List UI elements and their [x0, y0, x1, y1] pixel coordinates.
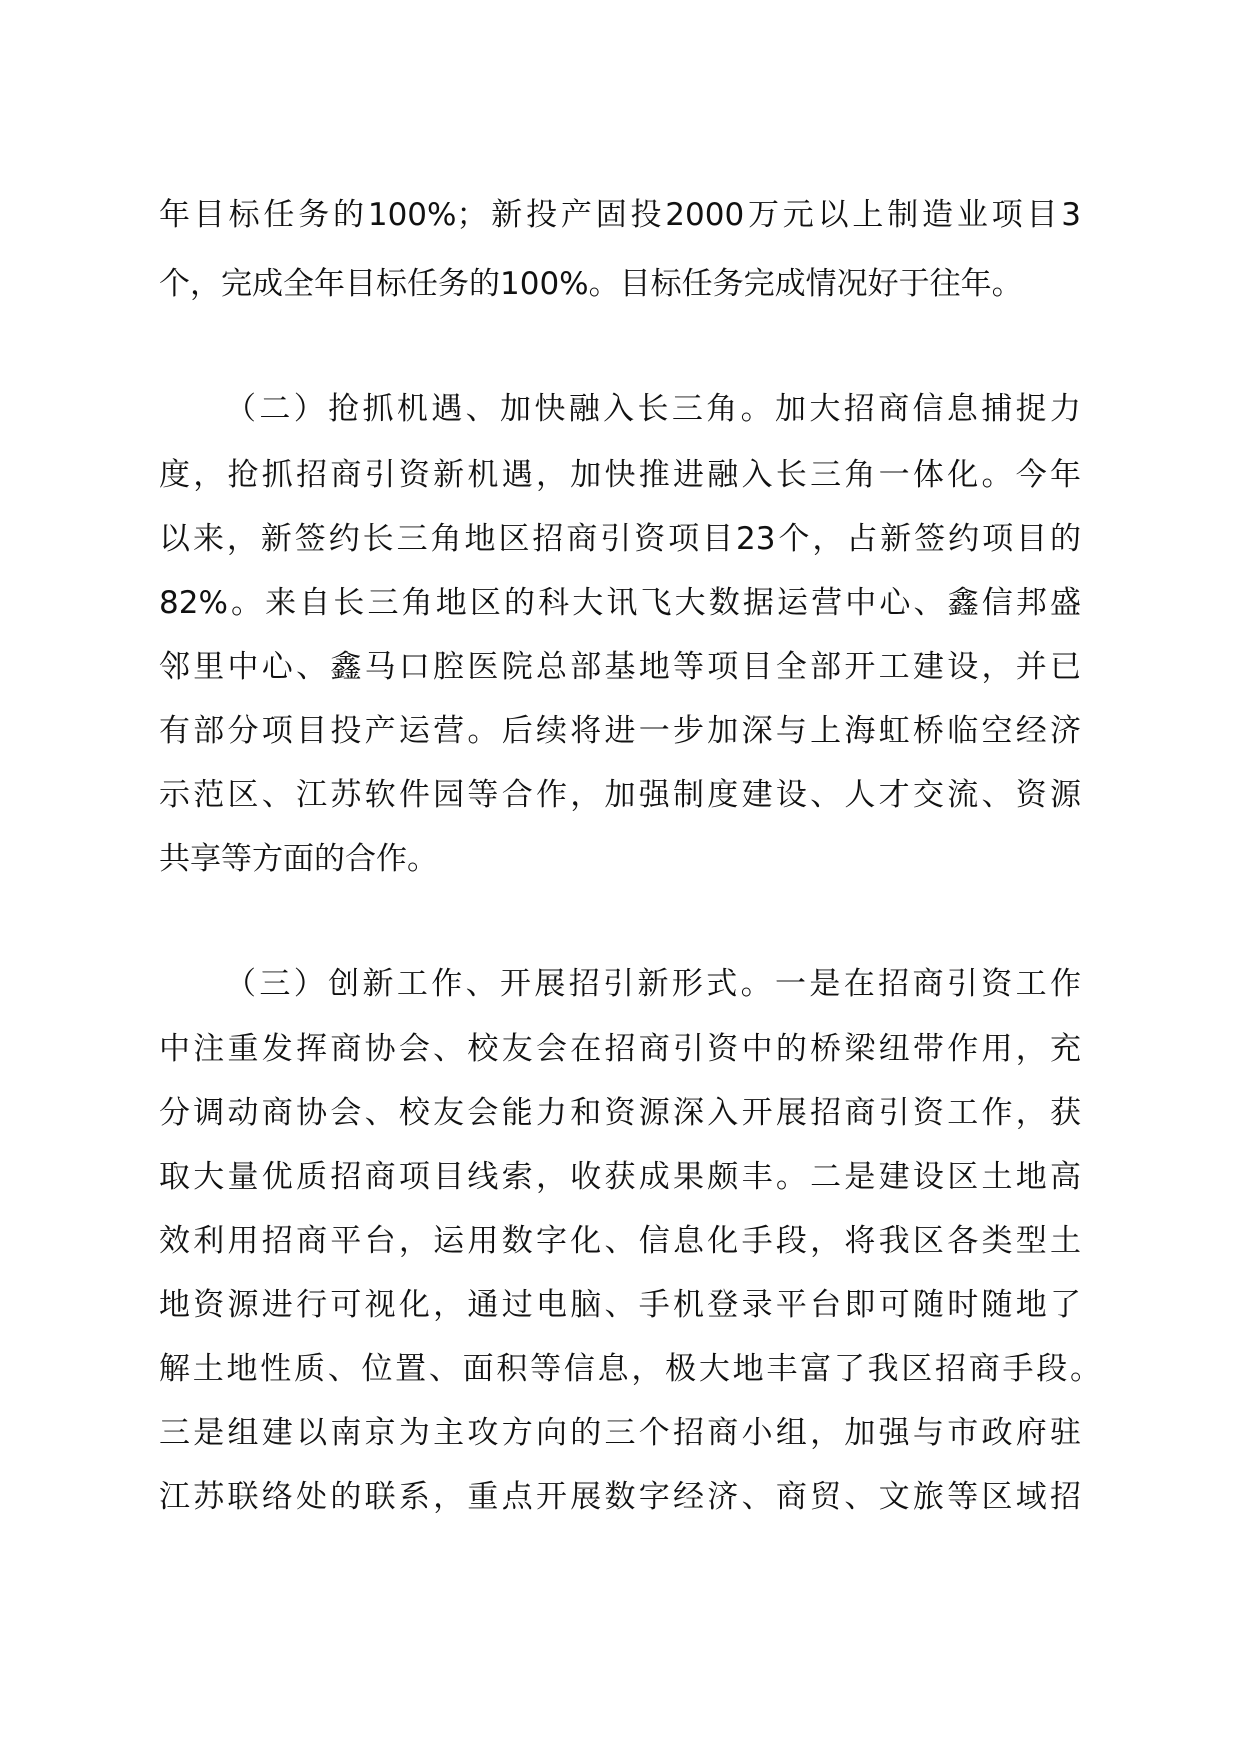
text-line: 分调动商协会、校友会能力和资源深入开展招商引资工作，获	[159, 1095, 1081, 1131]
text-line: 度，抢抓招商引资新机遇，加快推进融入长三角一体化。今年	[159, 457, 1081, 493]
text-line: 江苏联络处的联系，重点开展数字经济、商贸、文旅等区域招	[159, 1479, 1081, 1515]
text-line: 共享等方面的合作。	[159, 841, 438, 877]
text-line: 效利用招商平台，运用数字化、信息化手段，将我区各类型土	[159, 1223, 1081, 1259]
section-heading-line: （三）创新工作、开展招引新形式。一是在招商引资工作	[225, 966, 1081, 1002]
text-line: 有部分项目投产运营。后续将进一步加深与上海虹桥临空经济	[159, 713, 1081, 749]
text-line: 以来，新签约长三角地区招商引资项目23个，占新签约项目的	[159, 521, 1081, 557]
text-line: 三是组建以南京为主攻方向的三个招商小组，加强与市政府驻	[159, 1415, 1081, 1451]
text-line: 邻里中心、鑫马口腔医院总部基地等项目全部开工建设，并已	[159, 649, 1081, 685]
text-line: 地资源进行可视化，通过电脑、手机登录平台即可随时随地了	[159, 1287, 1081, 1323]
section-heading-line: （二）抢抓机遇、加快融入长三角。加大招商信息捕捉力	[225, 391, 1081, 427]
text-line: 年目标任务的100%；新投产固投2000万元以上制造业项目3	[159, 197, 1081, 233]
text-line: 解土地性质、位置、面积等信息，极大地丰富了我区招商手段。	[159, 1351, 1101, 1387]
text-line: 个，完成全年目标任务的100%。目标任务完成情况好于往年。	[159, 266, 1023, 302]
text-line: 中注重发挥商协会、校友会在招商引资中的桥梁纽带作用，充	[159, 1031, 1081, 1067]
text-line: 示范区、江苏软件园等合作，加强制度建设、人才交流、资源	[159, 777, 1081, 813]
text-line: 取大量优质招商项目线索，收获成果颇丰。二是建设区土地高	[159, 1159, 1081, 1195]
text-line: 82%。来自长三角地区的科大讯飞大数据运营中心、鑫信邦盛	[159, 585, 1081, 621]
